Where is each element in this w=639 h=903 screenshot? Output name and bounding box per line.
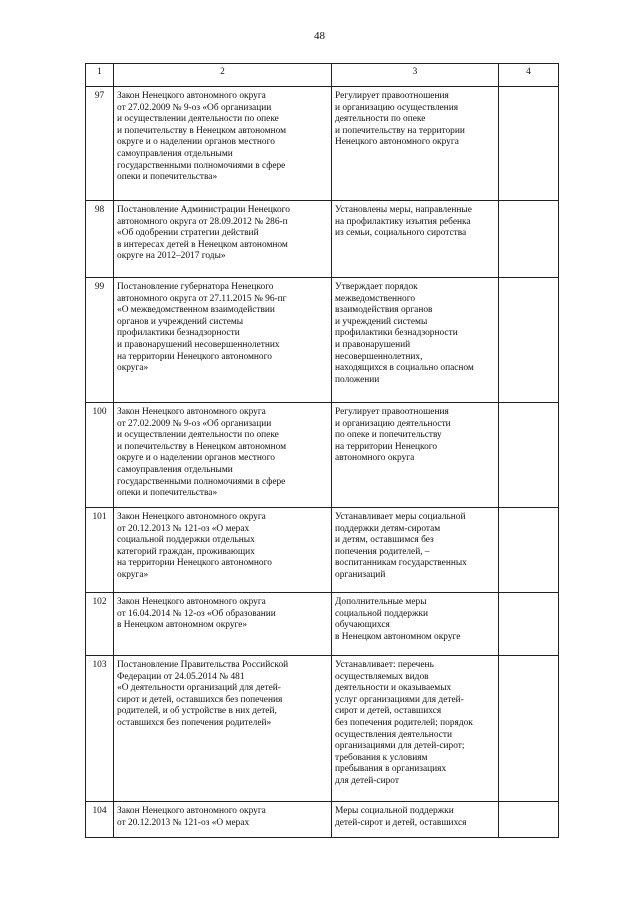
row-number: 104 [86,802,114,838]
act-name: Закон Ненецкого автономного округа от 20.12.2013 № 121-оз «О мерах [114,802,332,838]
act-description: Меры социальной поддержки детей-сирот и детей, оставшихся [332,802,499,838]
table-row [86,403,559,508]
act-note [499,593,559,656]
table-header-row [86,64,559,87]
header-cell-4: 4 [499,64,559,87]
act-note [499,87,559,201]
act-name: Постановление Правительства Российской Федерации от 24.05.2014 № 481 «О деятельности организаций для детей- сирот и детей, оставшихся без попечения родителей, и об устройстве в них детей, оставшихся без попечения родителей» [114,656,332,802]
act-note [499,802,559,838]
row-number: 103 [86,656,114,802]
table-row [86,802,559,838]
act-name: Постановление Администрации Ненецкого автономного округа от 28.09.2012 № 286-п «Об одобрении стратегии действий в интересах детей в Ненецком автономном округе на 2012–2017 годы» [114,201,332,278]
table-row [86,508,559,593]
header-cell-1: 1 [86,64,114,87]
table-row [86,87,559,201]
header-cell-3: 3 [332,64,499,87]
row-number: 99 [86,278,114,403]
act-description: Устанавливает меры социальной поддержки детям-сиротам и детям, оставшимся без попечения родителей, – воспитанникам государственных организаций [332,508,499,593]
act-name: Закон Ненецкого автономного округа от 27.02.2009 № 9-оз «Об организации и осуществлении деятельности по опеке и попечительству в Ненецком автономном округе и о наделении органов местного самоуправления отдельными государственными полномочиями в сфере опеки и попечительства» [114,403,332,508]
row-number: 97 [86,87,114,201]
table-row [86,201,559,278]
act-name: Постановление губернатора Ненецкого автономного округа от 27.11.2015 № 96-пг «О межведомственном взаимодействии органов и учреждений системы профилактики безнадзорности и правонарушений несовершеннолетних на территории Ненецкого автономного округа» [114,278,332,403]
act-description: Устанавливает: перечень осуществляемых видов деятельности и оказываемых услуг организациями для детей- сирот и детей, оставшихся без попечения родителей; порядок осуществления деятельности организациями для детей-сирот; требования к условиям пребывания в организациях для детей-сирот [332,656,499,802]
act-note [499,201,559,278]
act-note [499,278,559,403]
row-number: 98 [86,201,114,278]
act-name: Закон Ненецкого автономного округа от 16.04.2014 № 12-оз «Об образовании в Ненецком автономном округе» [114,593,332,656]
page-number: 48 [314,30,325,42]
table-row [86,656,559,802]
header-cell-2: 2 [114,64,332,87]
act-description: Дополнительные меры социальной поддержки обучающихся в Ненецком автономном округе [332,593,499,656]
act-note [499,508,559,593]
act-note [499,403,559,508]
act-name: Закон Ненецкого автономного округа от 27.02.2009 № 9-оз «Об организации и осуществлении деятельности по опеке и попечительству в Ненецком автономном округе и о наделении органов местного самоуправления отдельными государственными полномочиями в сфере опеки и попечительства» [114,87,332,201]
act-name: Закон Ненецкого автономного округа от 20.12.2013 № 121-оз «О мерах социальной поддержки отдельных категорий граждан, проживающих на территории Ненецкого автономного округа» [114,508,332,593]
act-description: Регулирует правоотношения и организацию деятельности по опеке и попечительству на территории Ненецкого автономного округа [332,403,499,508]
table-row [86,278,559,403]
act-description: Регулирует правоотношения и организацию осуществления деятельности по опеке и попечительству на территории Ненецкого автономного округа [332,87,499,201]
act-description: Установлены меры, направленные на профилактику изъятия ребенка из семьи, социального сиротства [332,201,499,278]
table-row [86,593,559,656]
row-number: 100 [86,403,114,508]
row-number: 101 [86,508,114,593]
legal-acts-table [85,63,559,838]
act-note [499,656,559,802]
row-number: 102 [86,593,114,656]
act-description: Утверждает порядок межведомственного взаимодействия органов и учреждений системы профилактики безнадзорности и правонарушений несовершеннолетних, находящихся в социально опасном положении [332,278,499,403]
